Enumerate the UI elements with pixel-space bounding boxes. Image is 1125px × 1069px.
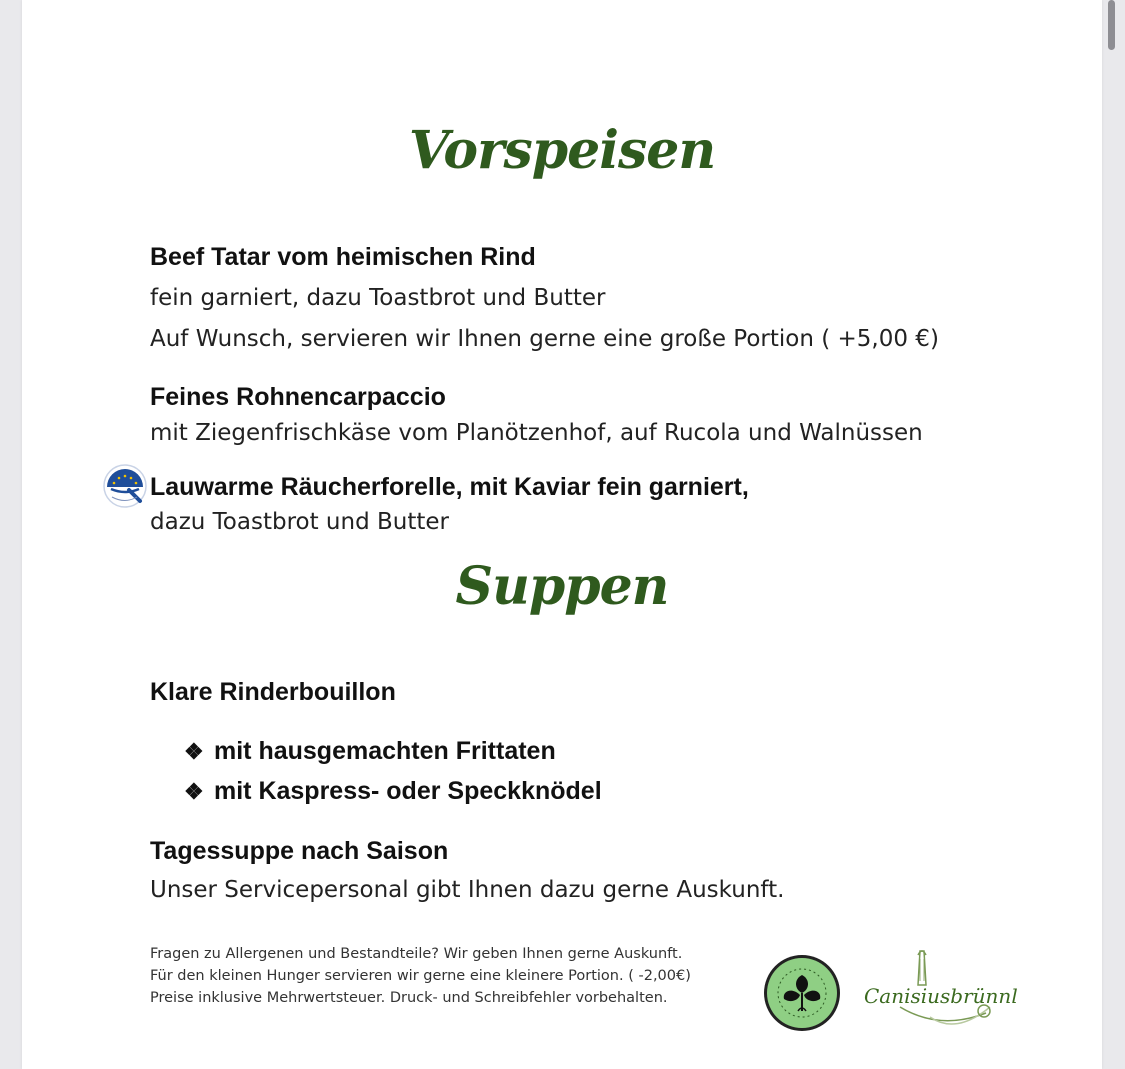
option-label: mit hausgemachten Frittaten — [214, 737, 556, 765]
footer-notes — [150, 943, 691, 1009]
option-label: mit Kaspress- oder Speckknödel — [214, 777, 602, 805]
section-heading-soups: Suppen — [455, 556, 669, 617]
item-desc-raeucherforelle: dazu Toastbrot und Butter — [150, 509, 449, 535]
item-title-rinderbouillon: Klare Rinderbouillon — [150, 678, 396, 706]
item-title-raeucherforelle: Lauwarme Räucherforelle, mit Kaviar fein garniert, — [150, 473, 749, 501]
option-knoedel — [184, 777, 602, 806]
item-desc-carpaccio: mit Ziegenfrischkäse vom Planötzenhof, auf Rucola und Walnüssen — [150, 420, 923, 446]
fish-quality-seal-icon — [102, 463, 148, 509]
section-heading-starters: Vorspeisen — [408, 120, 716, 181]
footer-note-prices: Preise inklusive Mehrwertsteuer. Druck- und Schreibfehler vorbehalten. — [150, 990, 668, 1006]
item-title-tagessuppe: Tagessuppe nach Saison — [150, 837, 449, 865]
diamond-bullet-icon: ❖ — [184, 739, 204, 764]
item-desc-beef-tatar-1: fein garniert, dazu Toastbrot und Butter — [150, 285, 606, 311]
item-desc-tagessuppe: Unser Servicepersonal gibt Ihnen dazu gerne Auskunft. — [150, 877, 785, 903]
footer-note-small-portion: Für den kleinen Hunger servieren wir gerne eine kleinere Portion. ( -2,00€) — [150, 968, 691, 984]
item-title-beef-tatar: Beef Tatar vom heimischen Rind — [150, 243, 536, 271]
scrollbar-thumb[interactable] — [1108, 0, 1115, 50]
option-frittaten — [184, 737, 556, 766]
item-desc-beef-tatar-2: Auf Wunsch, servieren wir Ihnen gerne eine große Portion ( +5,00 €) — [150, 326, 939, 352]
diamond-bullet-icon: ❖ — [184, 779, 204, 804]
wirtshaus-leaf-seal-icon — [762, 953, 842, 1033]
menu-page — [22, 0, 1102, 1069]
item-title-carpaccio: Feines Rohnencarpaccio — [150, 383, 446, 411]
footer-note-allergens: Fragen zu Allergenen und Bestandteile? Wir geben Ihnen gerne Auskunft. — [150, 946, 683, 962]
brand-name: Canisiusbrünnl — [864, 984, 1018, 1008]
